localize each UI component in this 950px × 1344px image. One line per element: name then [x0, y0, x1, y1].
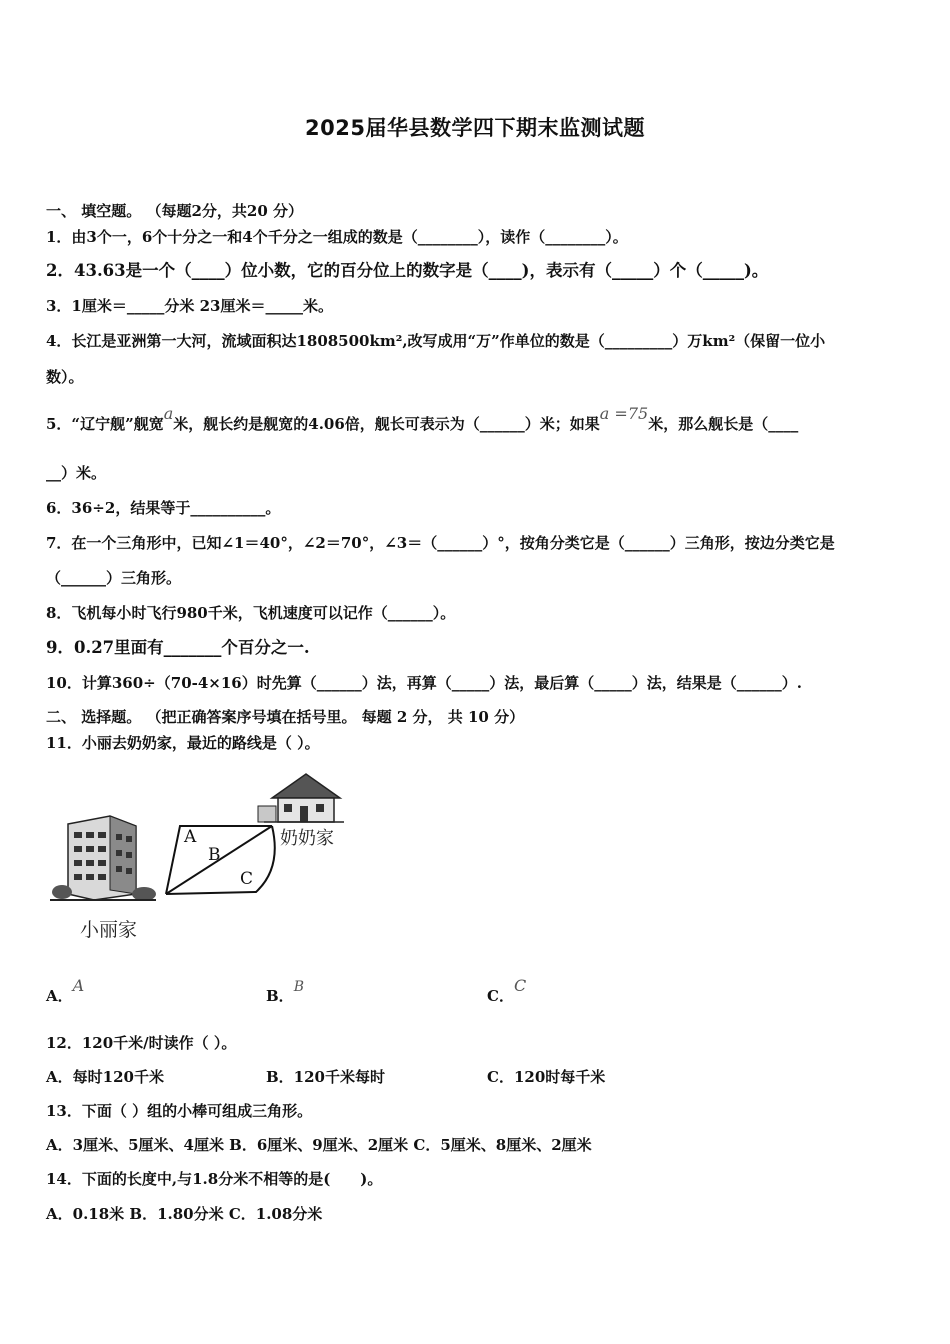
- q5-part-3: 米，那么舰长是（____: [648, 415, 799, 433]
- q5-part-1: 5．“辽宁舰”舰宽: [46, 415, 164, 433]
- q11-option-c[interactable]: [487, 976, 527, 1006]
- question-4-line-2: 数）。: [46, 368, 84, 386]
- question-12: 12．120千米/时读作（ ）。: [46, 1034, 237, 1052]
- question-7-line-1: 7．在一个三角形中，已知∠1＝40°，∠2＝70°，∠3＝（______）°，按角分类它是（______）三角形，按边分类它是: [46, 534, 835, 552]
- page-title: 2025届华县数学四下期末监测试题: [305, 116, 645, 140]
- q13-options[interactable]: A．3厘米、5厘米、4厘米 B．6厘米、9厘米、2厘米 C．5厘米、8厘米、2厘米: [46, 1136, 592, 1154]
- q11-option-a-value: A: [72, 976, 85, 995]
- question-8: 8．飞机每小时飞行980千米，飞机速度可以记作（______）。: [46, 604, 456, 622]
- q11-option-b-value: B: [293, 979, 304, 995]
- house-icon: [258, 774, 344, 822]
- q12-option-c[interactable]: C．120时每千米: [487, 1068, 606, 1086]
- apartment-building-icon: [50, 816, 156, 901]
- q11-option-b[interactable]: [266, 979, 304, 1006]
- question-7-line-2: （______）三角形。: [46, 569, 182, 587]
- question-5-line-2: __）米。: [46, 464, 107, 482]
- q12-option-b[interactable]: B．120千米每时: [266, 1068, 385, 1086]
- question-1: 1．由3个一，6个十分之一和4个千分之一组成的数是（________），读作（________）。: [46, 228, 628, 246]
- q11-option-b-prefix: B．: [266, 987, 294, 1005]
- q11-option-a[interactable]: [46, 976, 85, 1006]
- route-figure: [44, 768, 364, 948]
- question-9: 9．0.27里面有_______个百分之一.: [46, 638, 310, 657]
- question-2: 2．43.63是一个（____）位小数，它的百分位上的数字是（____)，表示有（_____）个（_____)。: [46, 261, 769, 280]
- q11-option-a-prefix: A．: [46, 987, 73, 1005]
- grandma-home-label: 奶奶家: [280, 828, 334, 849]
- question-10: 10．计算360÷（70-4×16）时先算（______）法，再算（_____）法，最后算（_____）法，结果是（______）.: [46, 674, 802, 692]
- q5-variable-a: a: [163, 404, 174, 423]
- route-c-label: C: [240, 869, 254, 889]
- xiaoli-home-label: 小丽家: [80, 919, 138, 941]
- q14-options[interactable]: A．0.18米 B．1.80分米 C．1.08分米: [46, 1205, 323, 1223]
- q11-option-c-value: C: [513, 976, 527, 995]
- question-4-line-1: 4．长江是亚洲第一大河，流域面积达1808500km²,改写成用“万”作单位的数是（_________）万km²（保留一位小: [46, 332, 826, 350]
- route-b-label: B: [208, 845, 221, 865]
- question-3: 3．1厘米＝_____分米 23厘米＝_____米。: [46, 297, 333, 315]
- route-a-label: A: [184, 827, 197, 847]
- question-14: 14．下面的长度中,与1.8分米不相等的是( )。: [46, 1170, 383, 1188]
- q5-expression: a =75: [599, 404, 649, 423]
- q12-option-a[interactable]: A．每时120千米: [46, 1068, 164, 1086]
- question-11: 11．小丽去奶奶家，最近的路线是（ ）。: [46, 734, 320, 752]
- question-13: 13．下面（ ）组的小棒可组成三角形。: [46, 1102, 313, 1120]
- question-5-line-1: [46, 404, 906, 435]
- question-6: 6．36÷2，结果等于__________。: [46, 499, 281, 517]
- section-1-heading: 一、 填空题。 （每题2分，共20 分）: [46, 202, 303, 220]
- q11-option-c-prefix: C．: [487, 987, 514, 1005]
- q5-part-2: 米，舰长约是舰宽的4.06倍，舰长可表示为（______）米；如果: [173, 415, 600, 433]
- section-2-heading: 二、 选择题。 （把正确答案序号填在括号里。 每题 2 分， 共 10 分）: [46, 708, 525, 726]
